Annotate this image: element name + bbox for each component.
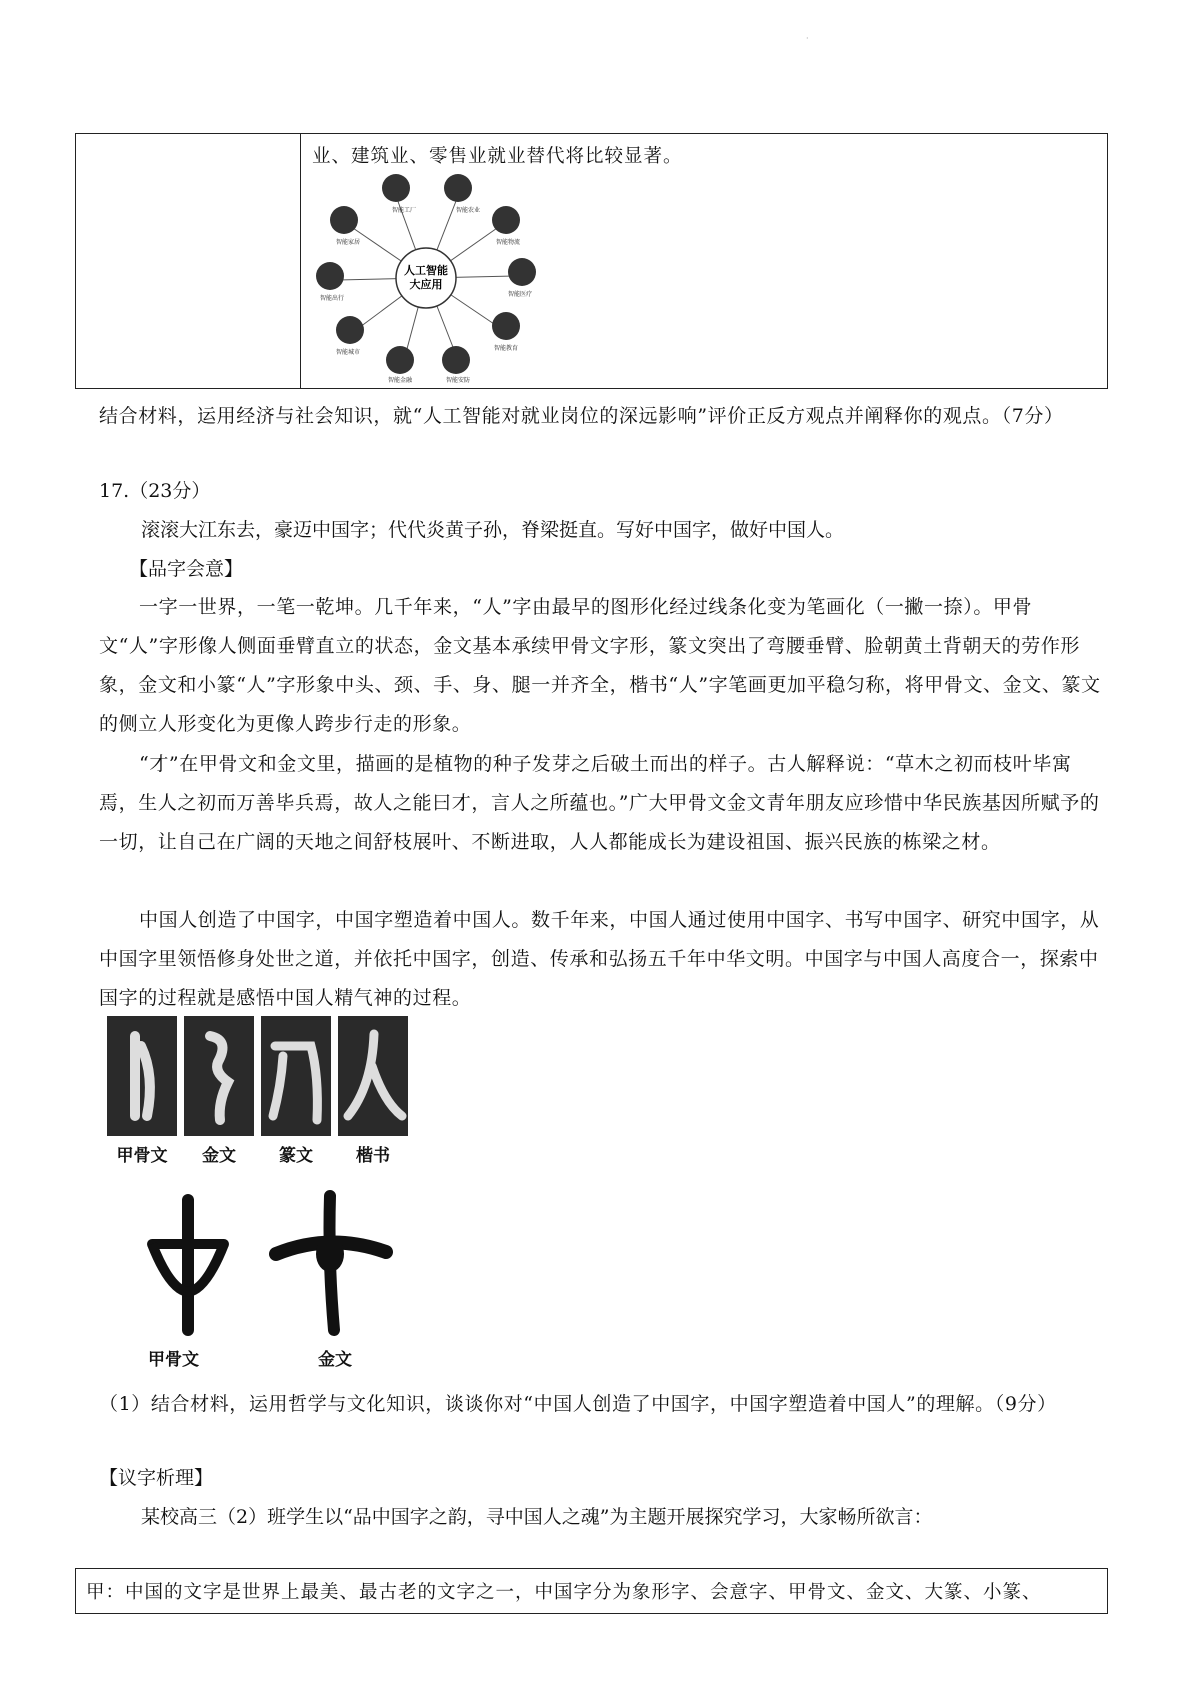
material-table [75, 133, 1108, 389]
paragraph-ren: 一字一世界，一笔一乾坤。几千年来，“人”字由最早的图形化经过线条化变为笔画化（一撇一捺）。甲骨文“人”字形像人侧面垂臂直立的状态，金文基本承续甲骨文字形，篆文突出了弯腰垂臂、脸朝黄土背朝天的劳作形象，金文和小篆“人”字形象中头、颈、手、身、腿一并齐全，楷书“人”字笔画更加平稳匀称，将甲骨文、金文、篆文的侧立人形变化为更像人跨步行走的形象。 [99, 596, 1101, 735]
node-icon-city [336, 316, 364, 344]
statement-jia: 甲：中国的文字是世界上最美、最古老的文字之一，中国字分为象形字、会意字、甲骨文、金文、大篆、小篆、 [86, 1582, 1042, 1603]
node-icon-logistics [492, 206, 520, 234]
ren-kaishu-glyph [338, 1016, 408, 1136]
q17-header: 17.（23分） [99, 480, 211, 502]
cai-oracle-glyph [152, 1200, 224, 1330]
q16-prompt: 结合材料，运用经济与社会知识，就“人工智能对就业岗位的深远影响”评价正反方观点并阐释你的观点。（7分） [99, 405, 1064, 427]
node-label: 智能安防 [445, 377, 471, 384]
node-label: 智能教育 [493, 345, 519, 352]
cai-bronze-glyph [276, 1196, 386, 1330]
ren-label-oracle: 甲骨文 [116, 1146, 168, 1166]
table-cell-text: 业、建筑业、零售业就业替代将比较显著。 [312, 146, 683, 167]
ren-seal-glyph [261, 1016, 331, 1136]
diagram-center-line2: 大应用 [409, 278, 443, 291]
node-label: 智能家居 [335, 239, 361, 246]
q17-intro: 滚滚大江东去，豪迈中国字；代代炎黄子孙，脊梁挺直。写好中国字，做好中国人。 [141, 519, 845, 541]
question-17-1: （1）结合材料，运用哲学与文化知识，谈谈你对“中国人创造了中国字，中国字塑造着中国人”的理解。（9分） [99, 1393, 1057, 1415]
table-divider [300, 134, 301, 388]
node-icon-factory [382, 174, 410, 202]
paragraph-cai: “才”在甲骨文和金文里，描画的是植物的种子发芽之后破土而出的样子。古人解释说：“草木之初而枝叶毕寓焉，生人之初而万善毕兵焉，故人之能曰才，言人之所蕴也。”广大甲骨文金文青年朋友应珍惜中华民族基因所赋予的一切，让自己在广阔的天地之间舒枝展叶、不断进取，人人都能成长为建设祖国、振兴民族的栋梁之材。 [99, 753, 1100, 853]
ren-bronze-glyph [184, 1016, 254, 1136]
node-label: 智能物流 [495, 239, 521, 246]
diagram-center-line1: 人工智能 [404, 264, 448, 277]
section-title-yizi: 【议字析理】 [99, 1467, 214, 1489]
node-label: 智能金融 [387, 377, 413, 384]
section-title-pinzi: 【品字会意】 [129, 558, 244, 580]
node-label: 智能城市 [335, 349, 361, 356]
cai-label-bronze: 金文 [318, 1350, 352, 1370]
ren-label-seal: 篆文 [279, 1146, 313, 1166]
paragraph-zhongguozi: 中国人创造了中国字，中国字塑造着中国人。数千年来，中国人通过使用中国字、书写中国字、研究中国字，从中国字里领悟修身处世之道，并依托中国字，创造、传承和弘扬五千年中华文明。中国字与中国人高度合一，探索中国字的过程就是感悟中国人精气神的过程。 [99, 909, 1100, 1009]
ai-application-diagram [308, 168, 544, 388]
node-icon-agriculture [444, 174, 472, 202]
node-label: 智能农业 [455, 207, 481, 214]
ren-label-kaishu: 楷书 [356, 1146, 390, 1166]
cai-label-oracle: 甲骨文 [148, 1350, 199, 1370]
ren-evolution-figure [107, 1016, 407, 1166]
paragraph-inquiry-intro: 某校高三（2）班学生以“品中国字之韵，寻中国人之魂”为主题开展探究学习，大家畅所欲言： [141, 1506, 933, 1528]
node-label: 智能工厂 [391, 207, 417, 214]
node-label: 智能出行 [319, 295, 345, 302]
node-icon-home [330, 206, 358, 234]
ren-oracle-glyph [107, 1016, 177, 1136]
node-label: 智能医疗 [507, 291, 533, 298]
node-icon-medical [508, 258, 536, 286]
node-icon-finance [386, 346, 414, 374]
page-speck: · [806, 34, 809, 43]
node-icon-security [442, 346, 470, 374]
discussion-table [75, 1568, 1108, 1614]
node-icon-travel [316, 262, 344, 290]
node-icon-education [492, 312, 520, 340]
ren-label-bronze: 金文 [202, 1146, 236, 1166]
